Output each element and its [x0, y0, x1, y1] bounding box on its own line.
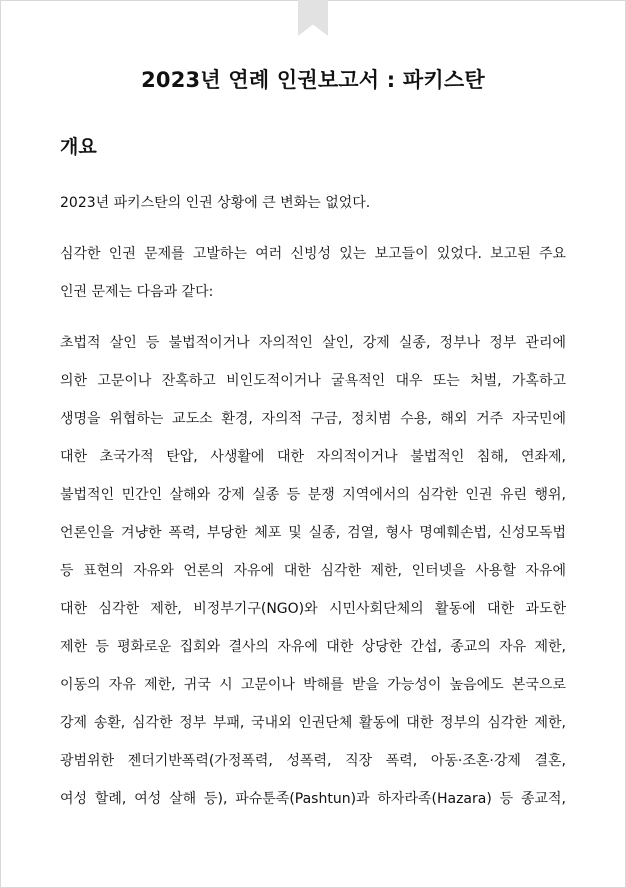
paragraph-issues-list: [60, 324, 566, 818]
paragraph-line: 등 표현의 자유와 언론의 자유에 대한 심각한 제한, 인터넷을 사용할 자유에: [60, 563, 566, 579]
paragraph-line: 제한 등 평화로운 집회와 결사의 자유에 대한 상당한 간섭, 종교의 자유 제한,: [60, 639, 566, 655]
paragraph-intro: [60, 235, 566, 311]
paragraph-line: 대한 심각한 제한, 비정부기구(NGO)와 시민사회단체의 활동에 대한 과도한: [60, 601, 566, 617]
paragraph-line: 심각한 인권 문제를 고발하는 여러 신빙성 있는 보고들이 있었다. 보고된 주요: [60, 246, 566, 262]
section-heading-overview: 개요: [60, 136, 97, 158]
paragraph-line: 초법적 살인 등 불법적이거나 자의적인 살인, 강제 실종, 정부나 정부 관리에: [60, 335, 566, 351]
paragraph-line: 언론인을 겨냥한 폭력, 부당한 체포 및 실종, 검열, 형사 명예훼손법, 신성모독법: [60, 525, 566, 541]
paragraph-line: 2023년 파키스탄의 인권 상황에 큰 변화는 없었다.: [60, 195, 371, 211]
document-title: 2023년 연례 인권보고서 : 파키스탄: [141, 68, 485, 92]
paragraph-line: 의한 고문이나 잔혹하고 비인도적이거나 굴욕적인 대우 또는 처벌, 가혹하고: [60, 373, 566, 389]
paragraph-line: 광범위한 젠더기반폭력(가정폭력, 성폭력, 직장 폭력, 아동·조혼·강제 결혼,: [60, 753, 566, 769]
paragraph-line: 불법적인 민간인 살해와 강제 실종 등 분쟁 지역에서의 심각한 인권 유린 행위,: [60, 487, 566, 503]
paragraph-line: 인권 문제는 다음과 같다:: [60, 284, 214, 300]
paragraph-line: 대한 초국가적 탄압, 사생활에 대한 자의적이거나 불법적인 침해, 연좌제,: [60, 449, 566, 465]
paragraph-summary: [60, 184, 566, 222]
paragraph-line: 여성 할례, 여성 살해 등), 파슈툰족(Pashtun)과 하자라족(Hazara) 등 종교적,: [60, 791, 566, 807]
paragraph-line: 생명을 위협하는 교도소 환경, 자의적 구금, 정치범 수용, 해외 거주 자국민에: [60, 411, 566, 427]
paragraph-line: 강제 송환, 심각한 정부 부패, 국내외 인권단체 활동에 대한 정부의 심각한 제한,: [60, 715, 566, 731]
paragraph-line: 이동의 자유 제한, 귀국 시 고문이나 박해를 받을 가능성이 높음에도 본국으로: [60, 677, 566, 693]
